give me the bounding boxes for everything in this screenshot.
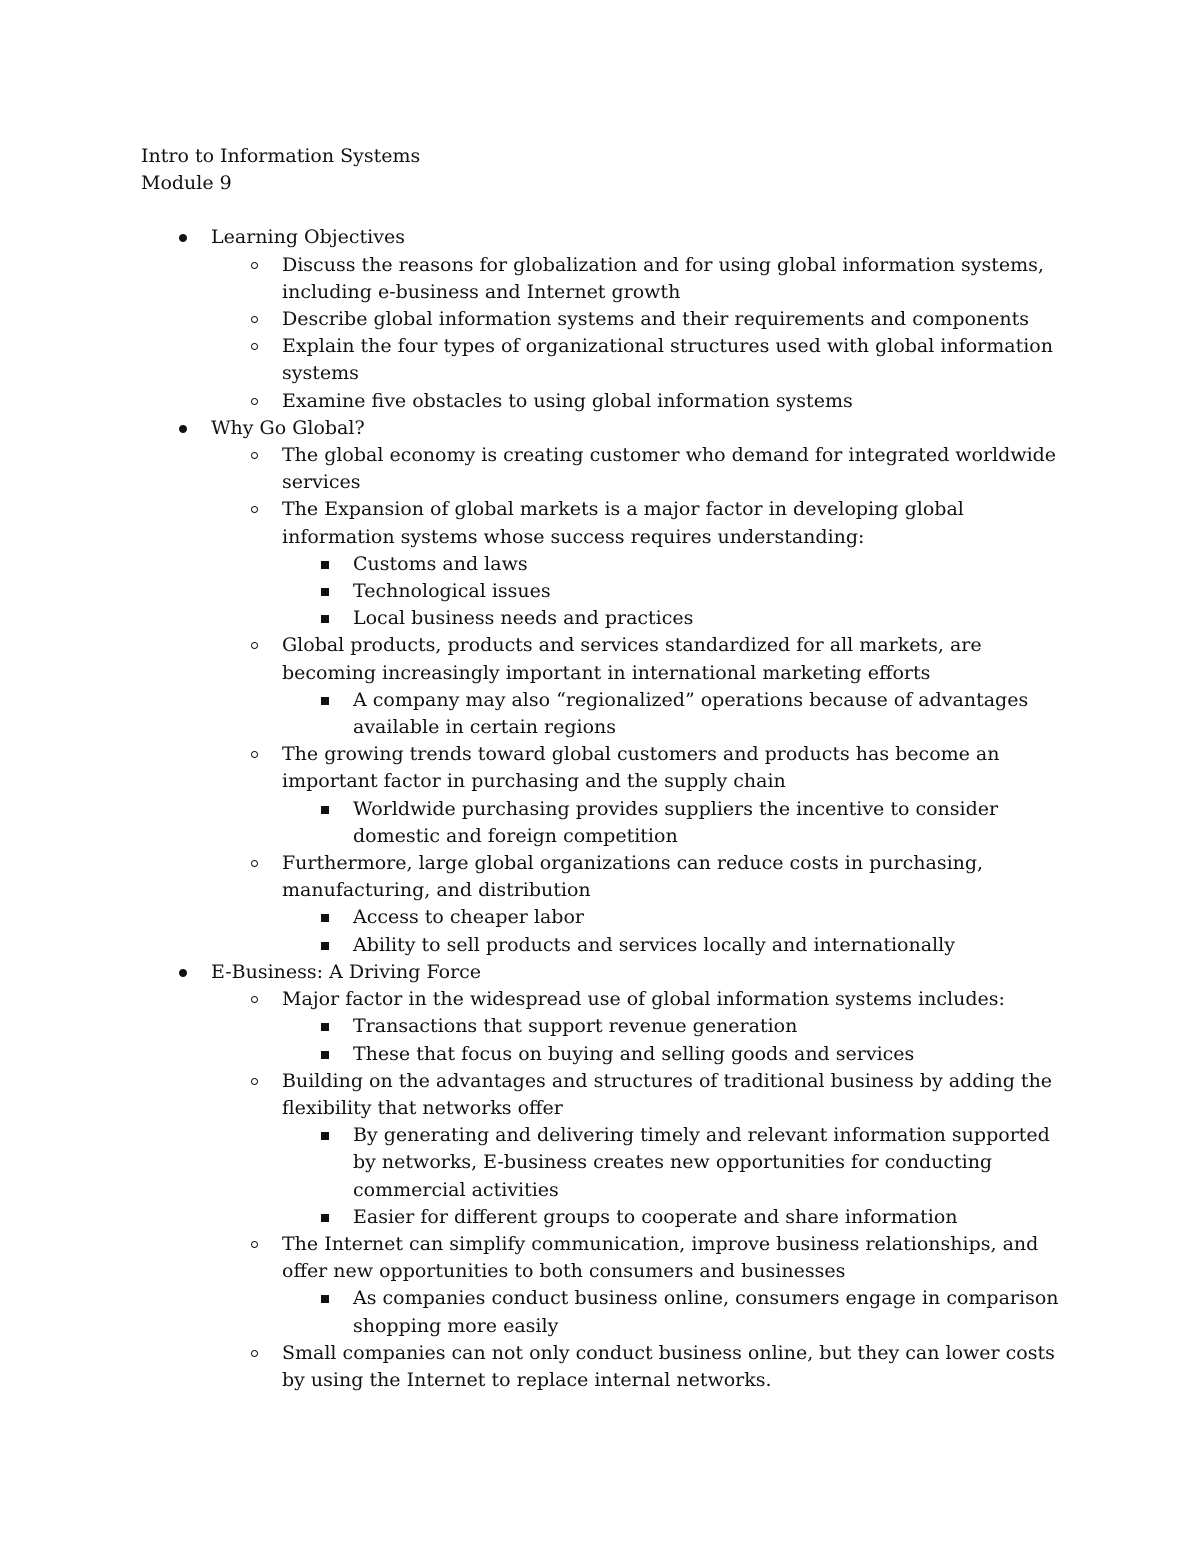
filled-circle-bullet-icon [179,234,187,242]
filled-circle-bullet-icon [179,425,187,433]
outline-subitem [282,932,1071,959]
item-text: Global products, products and services standardized for all markets, are becoming increasingly important in international marketing efforts [282,634,982,684]
subitem-text: Worldwide purchasing provides suppliers the incentive to consider domestic and foreign competition [353,797,999,847]
filled-square-bullet-icon [321,615,329,623]
hollow-circle-bullet-icon [251,316,258,323]
filled-square-bullet-icon [321,1023,329,1031]
outline-item [211,1340,1071,1394]
sub-items [282,904,1071,958]
hollow-circle-bullet-icon [251,1241,258,1248]
item-text: The global economy is creating customer who demand for integrated worldwide services [282,444,1057,494]
subitem-text: A company may also “regionalized” operations because of advantages available in certain regions [353,688,1029,739]
subitem-text: As companies conduct business online, consumers engage in comparison shopping more easily [353,1287,1059,1337]
subitem-text: These that focus on buying and selling goods and services [353,1042,915,1065]
outline-subitem [282,796,1071,850]
outline-item [211,986,1071,1068]
item-text: The Internet can simplify communication, improve business relationships, and offer new opportunities to both consumers and businesses [282,1232,1039,1283]
hollow-circle-bullet-icon [251,398,258,405]
outline-item [211,252,1071,306]
document-title: Intro to Information Systems [141,145,421,167]
section-heading: Learning Objectives [211,226,405,249]
filled-square-bullet-icon [321,561,329,569]
outline-item [211,333,1071,387]
filled-square-bullet-icon [321,942,329,950]
outline-section [141,959,1071,1394]
outline-item [211,850,1071,959]
document-page [141,143,1071,1394]
subitem-text: Access to cheaper labor [353,906,584,929]
outline-item [211,1068,1071,1231]
subitem-text: Ability to sell products and services locally and internationally [353,933,955,956]
filled-square-bullet-icon [321,1295,329,1303]
outline-subitem [282,578,1071,605]
sub-items [282,1122,1071,1231]
subitem-text: Transactions that support revenue generation [353,1015,798,1038]
subitem-text: Easier for different groups to cooperate and share information [353,1205,958,1228]
outline-item [211,741,1071,850]
subitem-text: Technological issues [353,580,551,603]
outline-subitem [282,1041,1071,1068]
outline-list [141,224,1071,1394]
sub-items [282,796,1071,850]
filled-square-bullet-icon [321,588,329,596]
hollow-circle-bullet-icon [251,1078,258,1085]
sub-items [282,1013,1071,1067]
sub-items [282,551,1071,633]
item-text: Describe global information systems and their requirements and components [282,308,1030,331]
item-text: Major factor in the widespread use of global information systems includes: [282,988,1005,1011]
hollow-circle-bullet-icon [251,343,258,350]
subitem-text: Customs and laws [353,552,528,575]
document-subtitle: Module 9 [141,172,232,195]
item-text: Small companies can not only conduct business online, but they can lower costs by using the Internet to replace internal networks. [282,1341,1055,1391]
outline-subitem [282,904,1071,931]
outline-item [211,1231,1071,1340]
filled-square-bullet-icon [321,1132,329,1140]
item-text: The Expansion of global markets is a major factor in developing global information systems whose success requires understanding: [282,498,964,548]
outline-section [141,415,1071,959]
subitem-text: Local business needs and practices [353,607,694,630]
subitem-text: By generating and delivering timely and relevant information supported by networks, E-business creates new opportunities for conducting commercial activities [353,1124,1050,1201]
hollow-circle-bullet-icon [251,262,258,269]
outline-subitem [282,1285,1071,1339]
outline-item [211,632,1071,741]
blank-line [141,197,1071,224]
section-items [211,986,1071,1394]
outline-section [141,224,1071,414]
outline-subitem [282,687,1071,741]
filled-square-bullet-icon [321,1051,329,1059]
item-text: The growing trends toward global customers and products has become an important factor in purchasing and the supply chain [282,743,1000,793]
outline-subitem [282,551,1071,578]
item-text: Building on the advantages and structures of traditional business by adding the flexibility that networks offer [282,1069,1053,1119]
item-text: Discuss the reasons for globalization and for using global information systems, including e-business and Internet growth [282,253,1044,303]
hollow-circle-bullet-icon [251,642,258,649]
outline-item [211,442,1071,496]
hollow-circle-bullet-icon [251,860,258,867]
outline-item [211,388,1071,415]
hollow-circle-bullet-icon [251,751,258,758]
outline-subitem [282,1204,1071,1231]
hollow-circle-bullet-icon [251,452,258,459]
item-text: Explain the four types of organizational structures used with global information systems [282,335,1053,385]
sub-items [282,1285,1071,1339]
filled-circle-bullet-icon [179,969,187,977]
filled-square-bullet-icon [321,1214,329,1222]
item-text: Examine five obstacles to using global information systems [282,389,853,412]
outline-subitem [282,605,1071,632]
section-items [211,252,1071,415]
section-heading: Why Go Global? [211,416,365,439]
outline-item [211,306,1071,333]
outline-subitem [282,1013,1071,1040]
hollow-circle-bullet-icon [251,506,258,513]
outline-subitem [282,1122,1071,1204]
item-text: Furthermore, large global organizations can reduce costs in purchasing, manufacturing, and distribution [282,852,984,902]
sub-items [282,687,1071,741]
hollow-circle-bullet-icon [251,996,258,1003]
outline-item [211,496,1071,632]
filled-square-bullet-icon [321,697,329,705]
filled-square-bullet-icon [321,806,329,814]
filled-square-bullet-icon [321,914,329,922]
section-items [211,442,1071,959]
section-heading: E-Business: A Driving Force [211,960,482,983]
hollow-circle-bullet-icon [251,1350,258,1357]
